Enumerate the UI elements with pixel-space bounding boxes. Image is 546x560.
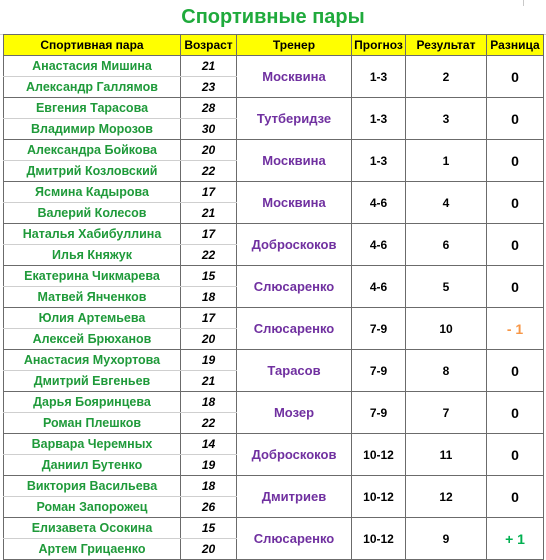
result-cell: 5	[406, 266, 487, 308]
header-coach: Тренер	[237, 35, 352, 56]
result-cell: 8	[406, 350, 487, 392]
coach-cell: Слюсаренко	[237, 308, 352, 350]
forecast-cell: 4-6	[352, 266, 406, 308]
partner-age: 20	[181, 140, 237, 161]
diff-cell: + 1	[487, 518, 544, 560]
title-row	[0, 0, 546, 35]
result-cell: 11	[406, 434, 487, 476]
diff-cell: - 1	[487, 308, 544, 350]
forecast-cell: 1-3	[352, 140, 406, 182]
partner-name: Варвара Черемных	[4, 434, 181, 455]
partner-name: Дарья Бояринцева	[4, 392, 181, 413]
diff-cell: 0	[487, 56, 544, 98]
table-row	[4, 182, 544, 203]
partner-age: 15	[181, 518, 237, 539]
header-diff: Разница	[487, 35, 544, 56]
result-cell: 10	[406, 308, 487, 350]
table-row	[4, 224, 544, 245]
partner-name: Юлия Артемьева	[4, 308, 181, 329]
partner-name: Александра Бойкова	[4, 140, 181, 161]
partner-name: Александр Галлямов	[4, 77, 181, 98]
partner-name: Роман Запорожец	[4, 497, 181, 518]
coach-cell: Слюсаренко	[237, 266, 352, 308]
forecast-cell: 7-9	[352, 350, 406, 392]
partner-age: 21	[181, 203, 237, 224]
result-cell: 12	[406, 476, 487, 518]
header-result: Результат	[406, 35, 487, 56]
pairs-table	[3, 34, 544, 560]
coach-cell: Слюсаренко	[237, 518, 352, 560]
partner-age: 19	[181, 350, 237, 371]
partner-name: Дмитрий Козловский	[4, 161, 181, 182]
forecast-cell: 1-3	[352, 56, 406, 98]
diff-cell: 0	[487, 224, 544, 266]
coach-cell: Дмитриев	[237, 476, 352, 518]
diff-cell: 0	[487, 434, 544, 476]
partner-age: 18	[181, 287, 237, 308]
forecast-cell: 1-3	[352, 98, 406, 140]
partner-name: Артем Грицаенко	[4, 539, 181, 560]
partner-name: Евгения Тарасова	[4, 98, 181, 119]
result-cell: 2	[406, 56, 487, 98]
partner-age: 20	[181, 329, 237, 350]
coach-cell: Доброскоков	[237, 434, 352, 476]
partner-age: 17	[181, 308, 237, 329]
partner-age: 17	[181, 182, 237, 203]
partner-age: 18	[181, 392, 237, 413]
diff-cell: 0	[487, 392, 544, 434]
table-body	[4, 56, 544, 560]
diff-cell: 0	[487, 350, 544, 392]
partner-age: 22	[181, 245, 237, 266]
partner-age: 17	[181, 224, 237, 245]
coach-cell: Москвина	[237, 182, 352, 224]
coach-cell: Москвина	[237, 140, 352, 182]
partner-age: 14	[181, 434, 237, 455]
partner-age: 15	[181, 266, 237, 287]
partner-name: Дмитрий Евгеньев	[4, 371, 181, 392]
partner-name: Валерий Колесов	[4, 203, 181, 224]
partner-age: 22	[181, 413, 237, 434]
partner-name: Екатерина Чикмарева	[4, 266, 181, 287]
diff-cell: 0	[487, 182, 544, 224]
partner-name: Елизавета Осокина	[4, 518, 181, 539]
forecast-cell: 4-6	[352, 182, 406, 224]
coach-cell: Мозер	[237, 392, 352, 434]
header-pair: Спортивная пара	[4, 35, 181, 56]
table-row	[4, 392, 544, 413]
diff-cell: 0	[487, 476, 544, 518]
diff-cell: 0	[487, 98, 544, 140]
partner-age: 26	[181, 497, 237, 518]
partner-age: 22	[181, 161, 237, 182]
partner-name: Алексей Брюханов	[4, 329, 181, 350]
header-age: Возраст	[181, 35, 237, 56]
table-row	[4, 140, 544, 161]
forecast-cell: 10-12	[352, 518, 406, 560]
partner-age: 21	[181, 371, 237, 392]
partner-name: Роман Плешков	[4, 413, 181, 434]
partner-name: Илья Княжук	[4, 245, 181, 266]
table-row	[4, 350, 544, 371]
partner-name: Ясмина Кадырова	[4, 182, 181, 203]
diff-cell: 0	[487, 140, 544, 182]
result-cell: 7	[406, 392, 487, 434]
partner-age: 20	[181, 539, 237, 560]
table-row	[4, 56, 544, 77]
table-row	[4, 98, 544, 119]
table-row	[4, 518, 544, 539]
coach-cell: Доброскоков	[237, 224, 352, 266]
partner-age: 28	[181, 98, 237, 119]
sheet-title: Спортивные пары	[181, 6, 365, 28]
result-cell: 4	[406, 182, 487, 224]
partner-name: Анастасия Мухортова	[4, 350, 181, 371]
partner-age: 18	[181, 476, 237, 497]
partner-name: Анастасия Мишина	[4, 56, 181, 77]
partner-age: 21	[181, 56, 237, 77]
partner-age: 19	[181, 455, 237, 476]
header-row	[4, 35, 544, 56]
partner-name: Владимир Морозов	[4, 119, 181, 140]
partner-name: Наталья Хабибуллина	[4, 224, 181, 245]
forecast-cell: 7-9	[352, 308, 406, 350]
result-cell: 3	[406, 98, 487, 140]
coach-cell: Тутберидзе	[237, 98, 352, 140]
table-header	[4, 35, 544, 56]
partner-name: Даниил Бутенко	[4, 455, 181, 476]
table-row	[4, 266, 544, 287]
partner-name: Матвей Янченков	[4, 287, 181, 308]
table-row	[4, 434, 544, 455]
result-cell: 1	[406, 140, 487, 182]
partner-age: 23	[181, 77, 237, 98]
result-cell: 9	[406, 518, 487, 560]
result-cell: 6	[406, 224, 487, 266]
diff-cell: 0	[487, 266, 544, 308]
cell-border-mark	[523, 0, 524, 6]
forecast-cell: 7-9	[352, 392, 406, 434]
partner-name: Виктория Васильева	[4, 476, 181, 497]
coach-cell: Москвина	[237, 56, 352, 98]
header-forecast: Прогноз	[352, 35, 406, 56]
forecast-cell: 4-6	[352, 224, 406, 266]
coach-cell: Тарасов	[237, 350, 352, 392]
table-row	[4, 308, 544, 329]
forecast-cell: 10-12	[352, 476, 406, 518]
table-row	[4, 476, 544, 497]
partner-age: 30	[181, 119, 237, 140]
forecast-cell: 10-12	[352, 434, 406, 476]
